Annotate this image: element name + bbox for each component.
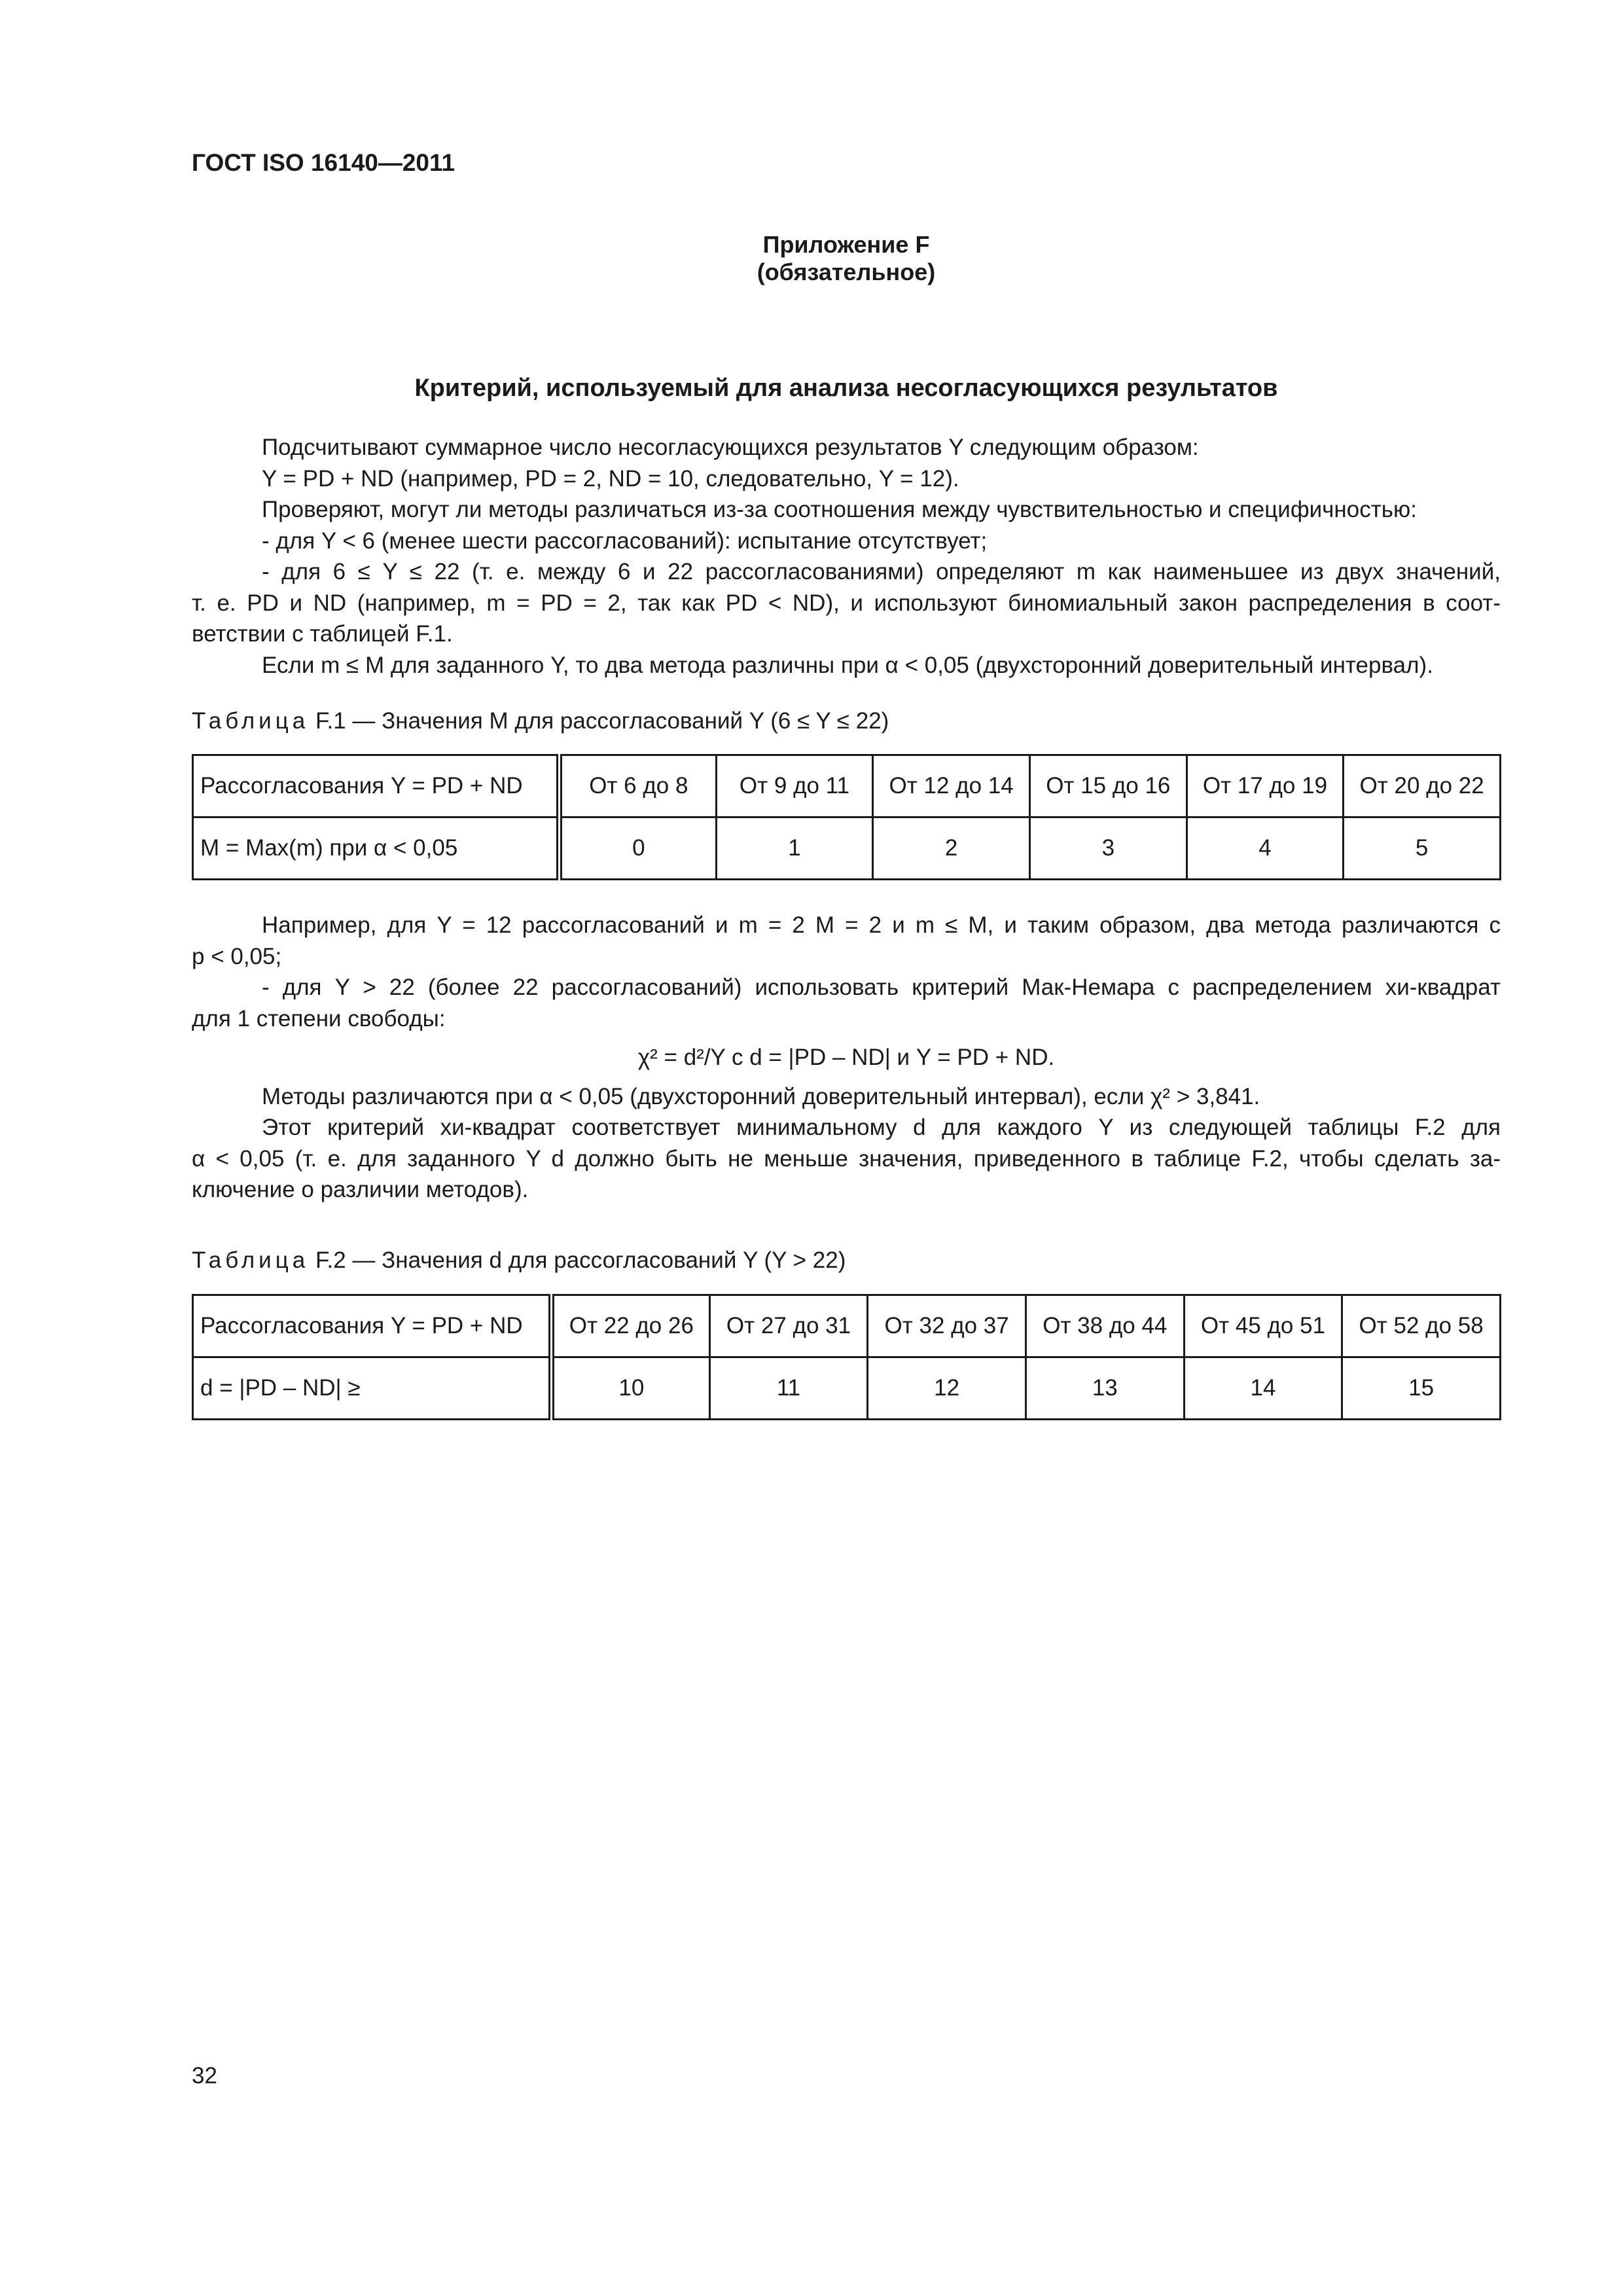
range-cell: От 32 до 37: [868, 1295, 1026, 1357]
row-header: M = Max(m) при α < 0,05: [193, 817, 560, 880]
value-cell: 15: [1342, 1357, 1501, 1420]
value-cell: 11: [709, 1357, 868, 1420]
range-cell: От 22 до 26: [552, 1295, 710, 1357]
row-header: d = |PD – ND| ≥: [193, 1357, 552, 1420]
row-header: Рассогласования Y = PD + ND: [193, 755, 560, 817]
range-cell: От 52 до 58: [1342, 1295, 1501, 1357]
paragraph: Y = PD + ND (например, PD = 2, ND = 10, следовательно, Y = 12).: [262, 465, 959, 492]
paragraph: Методы различаются при α < 0,05 (двухсторонний доверительный интервал), если χ² > 3,841.: [262, 1083, 1260, 1109]
page-number: 32: [192, 2063, 217, 2089]
table-row: [193, 817, 1501, 880]
range-cell: От 45 до 51: [1184, 1295, 1342, 1357]
paragraph: ветствии с таблицей F.1.: [192, 621, 453, 647]
table-row: [193, 1357, 1501, 1420]
value-cell: 14: [1184, 1357, 1342, 1420]
range-cell: От 9 до 11: [716, 755, 873, 817]
value-cell: 4: [1186, 817, 1344, 880]
paragraph: для 1 степени свободы:: [192, 1005, 446, 1031]
range-cell: От 27 до 31: [709, 1295, 868, 1357]
paragraph: ключение о различии методов).: [192, 1177, 529, 1202]
formula: χ² = d²/Y с d = |PD – ND| и Y = PD + ND.: [637, 1045, 1055, 1070]
value-cell: 13: [1026, 1357, 1184, 1420]
annex-status: (обязательное): [757, 259, 936, 285]
range-cell: От 20 до 22: [1344, 755, 1501, 817]
row-header: Рассогласования Y = PD + ND: [193, 1295, 552, 1357]
table-row: [193, 755, 1501, 817]
paragraph: α < 0,05 (т. е. для заданного Y d должно быть не меньше значения, приведенного в таблице F.2, чтобы сделать за-: [192, 1145, 1501, 1172]
table-row: [193, 1295, 1501, 1357]
range-cell: От 15 до 16: [1029, 755, 1186, 817]
value-cell: 1: [716, 817, 873, 880]
annex-title: Приложение F: [762, 231, 930, 258]
paragraph: т. е. PD и ND (например, m = PD = 2, так как PD < ND), и используют биномиальный закон распределения в соот-: [192, 590, 1501, 616]
caption-prefix: Таблица: [192, 1247, 310, 1273]
caption-text: F.1 — Значения M для рассогласований Y (6 ≤ Y ≤ 22): [315, 708, 889, 734]
paragraph: Проверяют, могут ли методы различаться из-за соотношения между чувствительностью и специфичностью:: [262, 497, 1417, 522]
range-cell: От 12 до 14: [873, 755, 1030, 817]
value-cell: 2: [873, 817, 1030, 880]
table-f1-caption: [192, 708, 889, 734]
paragraph: p < 0,05;: [192, 943, 282, 969]
paragraph: Этот критерий хи-квадрат соответствует минимальному d для каждого Y из следующей таблицы F.2 для: [262, 1115, 1501, 1140]
text-block-2: [192, 910, 1501, 1206]
caption-text: F.2 — Значения d для рассогласований Y (Y > 22): [315, 1247, 846, 1273]
table-f1: [192, 754, 1501, 880]
paragraph: - для 6 ≤ Y ≤ 22 (т. е. между 6 и 22 рассогласованиями) определяют m как наименьшее из двух значений,: [262, 559, 1501, 584]
paragraph: - для Y > 22 (более 22 рассогласований) использовать критерий Мак-Немара с распределением хи-квадрат: [262, 975, 1501, 1000]
value-cell: 12: [868, 1357, 1026, 1420]
table-f2: [192, 1294, 1501, 1420]
value-cell: 3: [1029, 817, 1186, 880]
value-cell: 10: [552, 1357, 710, 1420]
range-cell: От 6 до 8: [560, 755, 717, 817]
value-cell: 5: [1344, 817, 1501, 880]
paragraph: Например, для Y = 12 рассогласований и m = 2 M = 2 и m ≤ M, и таким образом, два метода различаются с: [262, 912, 1501, 938]
range-cell: От 17 до 19: [1186, 755, 1344, 817]
value-cell: 0: [560, 817, 717, 880]
document-code: ГОСТ ISO 16140—2011: [192, 149, 455, 176]
paragraph: Если m ≤ M для заданного Y, то два метода различны при α < 0,05 (двухсторонний доверительный интервал).: [262, 652, 1433, 678]
paragraph: - для Y < 6 (менее шести рассогласований): испытание отсутствует;: [262, 528, 988, 554]
range-cell: От 38 до 44: [1026, 1295, 1184, 1357]
section-title: Критерий, используемый для анализа несогласующихся результатов: [414, 374, 1278, 402]
paragraph: Подсчитывают суммарное число несогласующихся результатов Y следующим образом:: [262, 435, 1199, 460]
caption-prefix: Таблица: [192, 708, 310, 734]
table-f2-caption: [192, 1247, 846, 1274]
text-block-1: [192, 432, 1501, 681]
